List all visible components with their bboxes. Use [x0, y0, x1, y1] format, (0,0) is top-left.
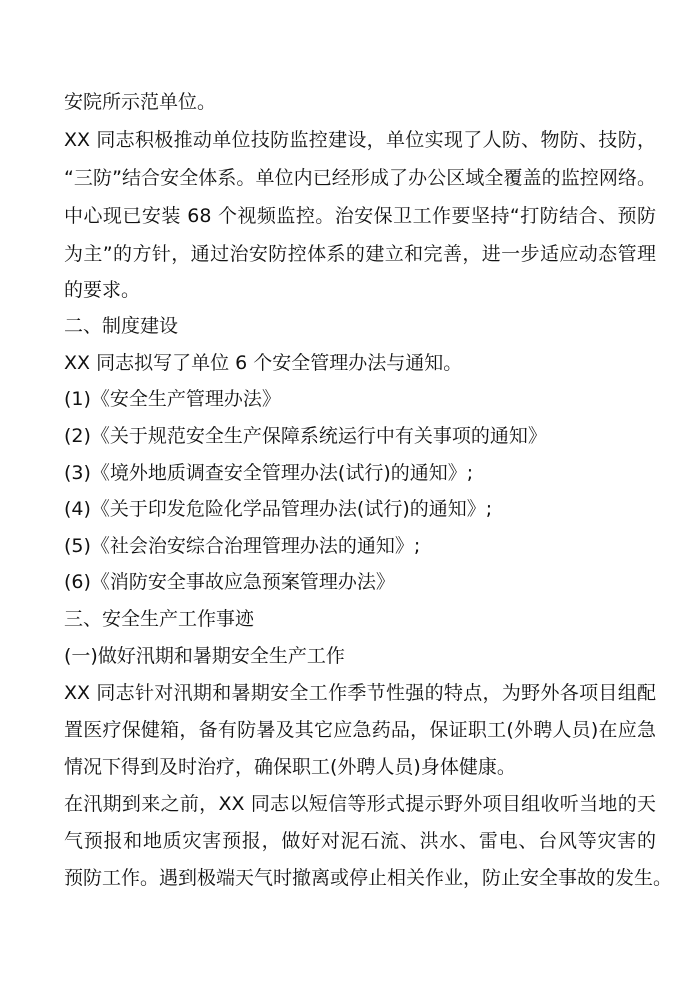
list-item: (1)《安全生产管理办法》 [64, 388, 281, 410]
paragraph-line: XX 同志针对汛期和暑期安全工作季节性强的特点，为野外各项目组配 [64, 682, 656, 704]
paragraph-line: 预防工作。遇到极端天气时撤离或停止相关作业，防止安全事故的发生。 [64, 867, 673, 889]
paragraph-line: 安院所示范单位。 [64, 91, 217, 113]
paragraph-line: 置医疗保健箱，备有防暑及其它应急药品，保证职工(外聘人员)在应急 [64, 719, 656, 741]
list-item: (3)《境外地质调查安全管理办法(试行)的通知》; [64, 462, 474, 484]
subsection-heading: (一)做好汛期和暑期安全生产工作 [64, 645, 345, 667]
paragraph-line: 的要求。 [64, 279, 141, 301]
list-item: (5)《社会治安综合治理管理办法的通知》; [64, 535, 421, 557]
paragraph-line: XX 同志积极推动单位技防监控建设，单位实现了人防、物防、技防， [64, 129, 656, 151]
paragraph-line: XX 同志拟写了单位 6 个安全管理办法与通知。 [64, 352, 463, 374]
list-item: (2)《关于规范安全生产保障系统运行中有关事项的通知》 [64, 425, 547, 447]
paragraph-line: 情况下得到及时治疗，确保职工(外聘人员)身体健康。 [64, 756, 516, 778]
list-item: (4)《关于印发危险化学品管理办法(试行)的通知》; [64, 498, 493, 520]
paragraph-line: 在汛期到来之前，XX 同志以短信等形式提示野外项目组收听当地的天 [64, 793, 656, 815]
paragraph-line: “三防”结合安全体系。单位内已经形成了办公区域全覆盖的监控网络。 [64, 167, 656, 189]
paragraph-line: 为主”的方针，通过治安防控体系的建立和完善，进一步适应动态管理 [64, 243, 656, 265]
section-heading: 三、安全生产工作事迹 [64, 608, 255, 630]
section-heading: 二、制度建设 [64, 315, 179, 337]
list-item: (6)《消防安全事故应急预案管理办法》 [64, 571, 395, 593]
paragraph-line: 气预报和地质灾害预报，做好对泥石流、洪水、雷电、台风等灾害的 [64, 830, 656, 852]
paragraph-line: 中心现已安装 68 个视频监控。治安保卫工作要坚持“打防结合、预防 [64, 205, 656, 227]
